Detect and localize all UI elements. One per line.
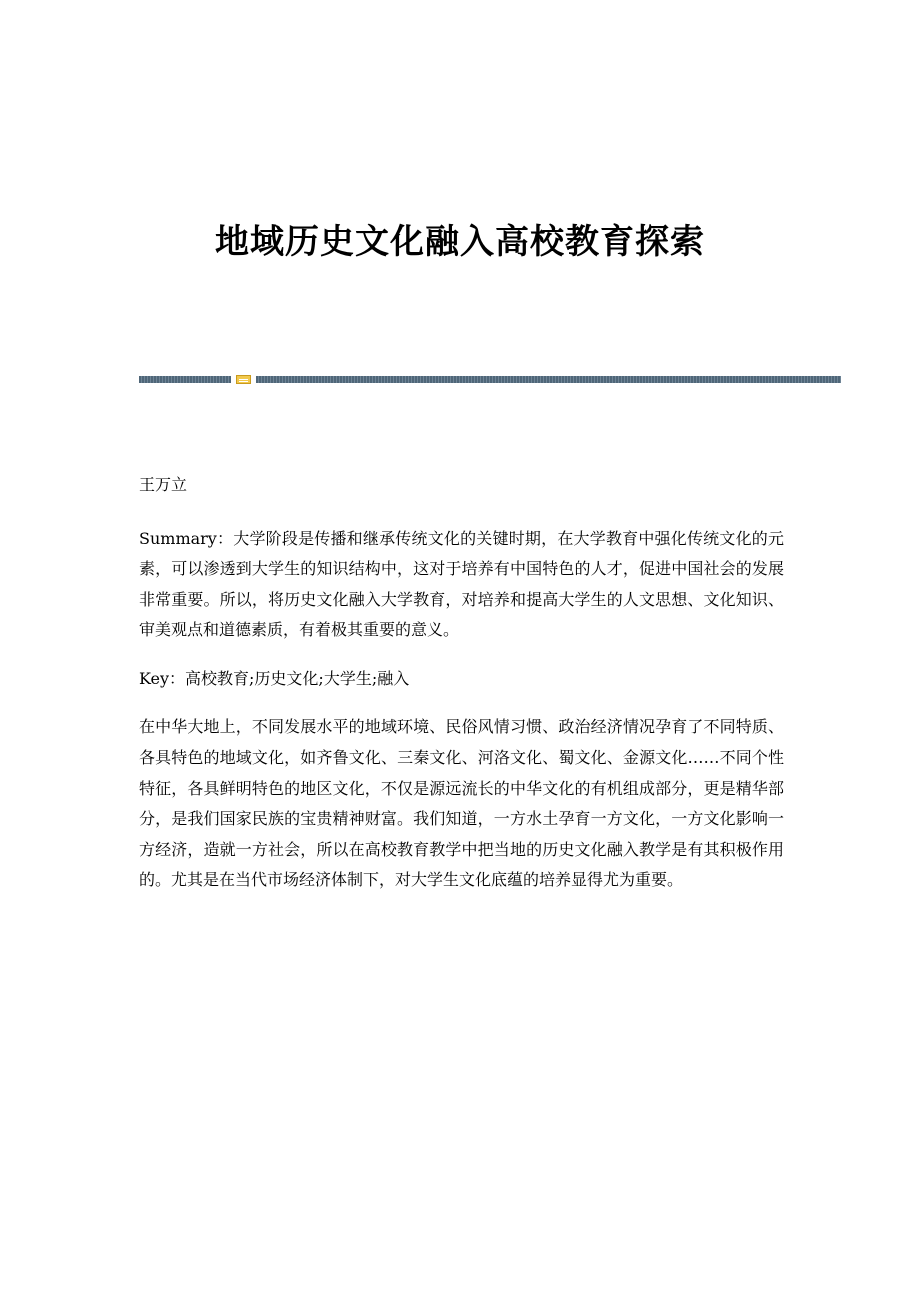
divider-ornament-icon xyxy=(236,375,251,384)
summary-paragraph: Summary：大学阶段是传播和继承传统文化的关键时期，在大学教育中强化传统文化的元素，可以渗透到大学生的知识结构中，这对于培养有中国特色的人才，促进中国社会的发展非常重要。所以，将历史文化融入大学教育，对培养和提高大学生的人文思想、文化知识、审美观点和道德素质，有着极其重要的意义。 xyxy=(139,528,784,640)
document-title: 地域历史文化融入高校教育探索 xyxy=(215,222,705,262)
divider-bar-left xyxy=(139,376,231,383)
keywords-line: Key：高校教育;历史文化;大学生;融入 xyxy=(139,668,410,688)
author-name: 王万立 xyxy=(139,475,188,494)
body-paragraph: 在中华大地上，不同发展水平的地域环境、民俗风情习惯、政治经济情况孕育了不同特质、各具特色的地域文化，如齐鲁文化、三秦文化、河洛文化、蜀文化、金源文化……不同个性特征，各具鲜明特色的地区文化，不仅是源远流长的中华文化的有机组成部分，更是精华部分，是我们国家民族的宝贵精神财富。我们知道，一方水土孕育一方文化，一方文化影响一方经济，造就一方社会，所以在高校教育教学中把当地的历史文化融入教学是有其积极作用的。尤其是在当代市场经济体制下，对大学生文化底蕴的培养显得尤为重要。 xyxy=(139,717,784,890)
title-divider xyxy=(139,375,841,384)
divider-bar-right xyxy=(256,376,841,383)
document-body xyxy=(139,470,784,914)
